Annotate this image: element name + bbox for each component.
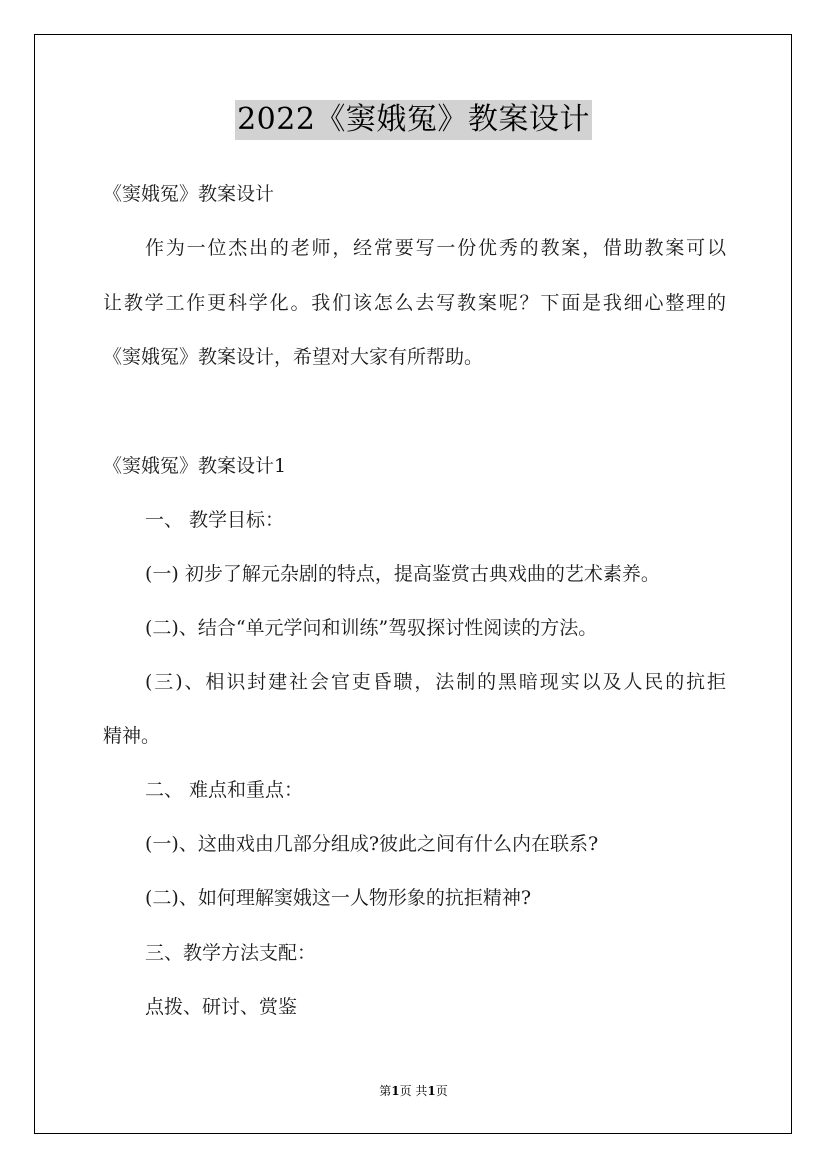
subtitle-line: 《窦娥冤》教案设计 xyxy=(103,183,275,205)
key-point-item-1: (一)、这曲戏由几部分组成?彼此之间有什么内在联系? xyxy=(145,833,599,855)
key-point-item-2: (二)、如何理解窦娥这一人物形象的抗拒精神? xyxy=(145,887,532,909)
footer-page-number: 1 xyxy=(391,1084,400,1098)
objective-item-1: (一) 初步了解元杂剧的特点，提高鉴赏古典戏曲的艺术素养。 xyxy=(145,563,660,585)
title-container xyxy=(0,100,827,140)
objectives-heading: 一、 教学目标： xyxy=(145,509,285,531)
method-heading: 三、教学方法支配： xyxy=(145,942,317,964)
footer-mid: 页 共 xyxy=(399,1084,428,1098)
footer-total-pages: 1 xyxy=(427,1084,436,1098)
footer-prefix: 第 xyxy=(379,1084,392,1098)
intro-line-3: 《窦娥冤》教案设计，希望对大家有所帮助。 xyxy=(103,346,484,368)
objective-item-3-cont: 精神。 xyxy=(103,725,161,747)
objective-item-3: (三)、相识封建社会官吏昏聩，法制的黑暗现实以及人民的抗拒 xyxy=(145,671,726,693)
intro-line-1: 作为一位杰出的老师，经常要写一份优秀的教案，借助教案可以 xyxy=(145,237,726,259)
footer-suffix: 页 xyxy=(435,1084,448,1098)
key-points-heading: 二、 难点和重点： xyxy=(145,779,304,801)
page-footer xyxy=(0,1083,827,1099)
intro-line-2: 让教学工作更科学化。我们该怎么去写教案呢？下面是我细心整理的 xyxy=(103,292,726,314)
method-item: 点拨、研讨、赏鉴 xyxy=(145,996,298,1018)
section-heading-1: 《窦娥冤》教案设计1 xyxy=(103,455,287,477)
objective-item-2: (二)、结合“单元学问和训练”驾驭探讨性阅读的方法。 xyxy=(145,617,598,639)
document-title: 2022《窦娥冤》教案设计 xyxy=(235,100,592,140)
